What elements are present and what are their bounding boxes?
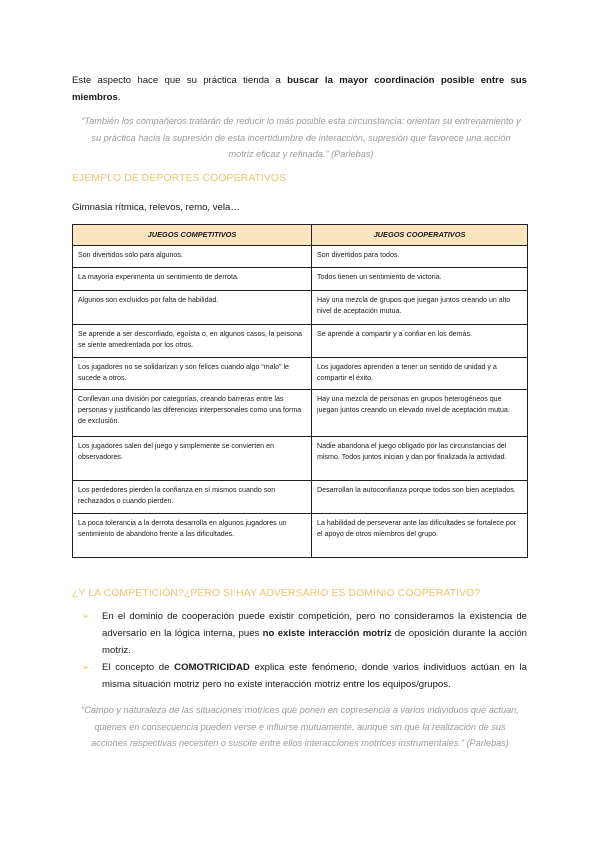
list-item [80,659,527,693]
cell-competitive: Son divertidos sólo para algunos. [73,246,312,268]
header-competitive: JUEGOS COMPETITIVOS [73,225,312,246]
cell-cooperative: Hay una mezcla de grupos que juegan juntos creando un alto nivel de aceptación mutua. [312,291,528,325]
intro-paragraph [72,72,527,106]
bullet-bold-text: COMOTRICIDAD [174,662,250,673]
table-row [73,246,528,268]
table-row [73,481,528,514]
cell-competitive: La poca tolerancia a la derrota desarrolla en algunos jugadores un sentimiento de abandono frente a las dificultades. [73,514,312,558]
table-row [73,514,528,558]
cell-competitive: Conllevan una división por categorías, creando barreras entre las personas y justificando las diferencias interpersonales como una forma de exclusión. [73,390,312,437]
table-row [73,390,528,437]
cell-cooperative: Nadie abandona el juego obligado por las circunstancias del mismo. Todos juntos inician y dan por finalizada la actividad. [312,437,528,481]
arrow-bullet-icon: ➢ [82,611,90,621]
table-header-row [73,225,528,246]
parlebas-quote-1: “También los compañeros tratarán de reducir lo más posible esta circunstancia: orientan su entrenamiento y su práctica hacia la supresión de esta incertidumbre de interacción, supresión que favorece una acción motriz eficaz y refinada.” (Parlebas) [81,116,521,160]
parlebas-quote-2: “Campo y naturaleza de las situaciones motrices que ponen en copresencia a varios individuos que actúan, quienes en consecuencia pueden verse e influirse mutuamente, aunque sin que la realización de sus acciones respectivas necesiten o suscite entre ellos interacciones motrices instrumentales.” (Parlebas) [81,705,519,749]
cell-cooperative: Desarrollan la autoconfianza porque todos son bien aceptados. [312,481,528,514]
cell-competitive: Algunos son excluidos por falta de habilidad. [73,291,312,325]
section-heading-cooperative-sports: EJEMPLO DE DEPORTES COOPERATIVOS [72,173,287,184]
cell-cooperative: Todos tienen un sentimiento de victoria. [312,268,528,291]
cell-competitive: Los jugadores salen del juego y simplemente se convierten en observadores. [73,437,312,481]
table-row [73,437,528,481]
cell-competitive: Se aprende a ser desconfiado, egoísta o, en algunos casos, la persona se siente amedrentada por los otros. [73,325,312,358]
bullet-text-end: de oposición durante la acción motriz. [102,628,527,656]
bullet-text: En el dominio de cooperación puede existir competición, pero no consideramos la existencia de adversario en la lógica interna, pues [102,611,527,639]
bullet-text: El concepto de [102,662,175,673]
bullet-list [80,608,527,693]
intro-text: Este aspecto hace que su práctica tienda a [72,75,288,86]
cell-competitive: Los perdedores pierden la confianza en sí mismos cuando son rechazados o cuando pierden. [73,481,312,514]
sports-examples: Gimnasia rítmica, relevos, remo, vela… [72,202,240,213]
cell-competitive: La mayoría experimenta un sentimiento de derrota. [73,268,312,291]
table-row [73,268,528,291]
cell-cooperative: La habilidad de perseverar ante las dificultades se fortalece por el apoyo de otros miembros del grupo. [312,514,528,558]
table-row [73,291,528,325]
arrow-bullet-icon: ➢ [82,662,90,672]
cell-cooperative: Los jugadores aprenden a tener un sentido de unidad y a compartir el éxito. [312,358,528,390]
cell-cooperative: Son divertidos para todos. [312,246,528,268]
intro-text-end: . [117,92,121,103]
cell-cooperative: Hay una mezcla de personas en grupos heterogéneos que juegan juntos creando un elevado nivel de aceptación mutua. [312,390,528,437]
comparison-table [72,224,528,558]
section-heading-competition: ¿Y LA COMPETICIÓN?¿PERO SI HAY ADVERSARIO ES DOMINIO COOPERATIVO? [72,588,481,599]
cell-cooperative: Se aprende a compartir y a confiar en los demás. [312,325,528,358]
intro-bold-text: buscar la mayor coordinación posible entre sus miembros [72,75,527,103]
bullet-text-end: explica este fenómeno, donde varios individuos actúan en la misma situación motriz pero no existe interacción motriz entre los equipos/grupos. [102,662,528,690]
list-item [80,608,527,659]
table-row [73,358,528,390]
header-cooperative: JUEGOS COOPERATIVOS [312,225,528,246]
cell-competitive: Los jugadores no se solidarizan y son felices cuando algo “malo” le sucede a otros. [73,358,312,390]
bullet-bold-text: no existe interacción motriz [262,628,392,639]
table-row [73,325,528,358]
